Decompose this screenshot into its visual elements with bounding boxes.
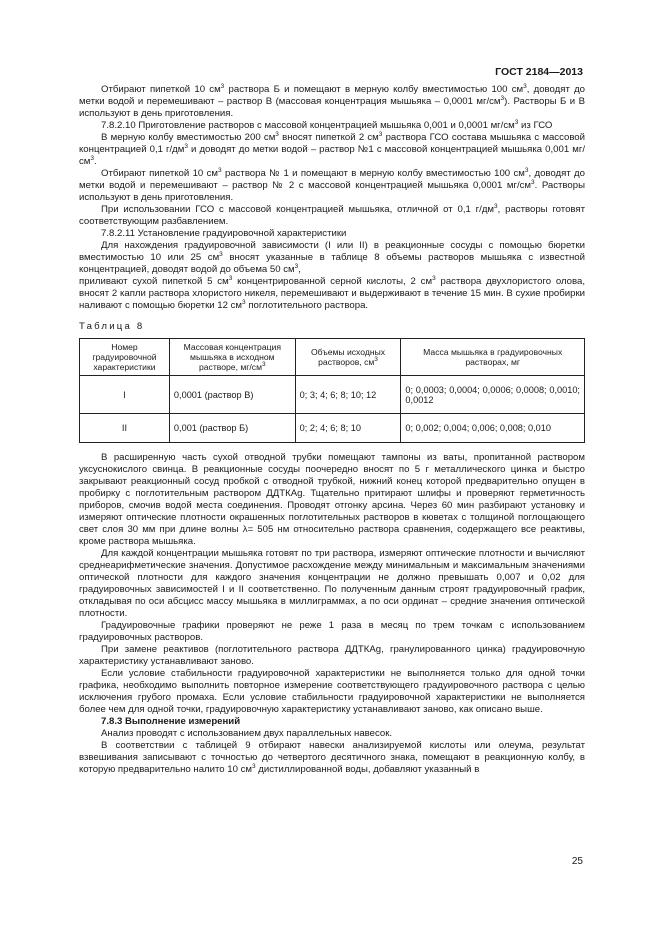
paragraph: Градуировочные графики проверяют не реже 1 раза в месяц по трем точкам с использованием градуировочных растворов. — [79, 620, 585, 643]
table-row — [80, 376, 585, 414]
table-row — [80, 414, 585, 443]
section-heading: 7.8.2.10 Приготовление растворов с массовой концентрацией мышьяка 0,001 и 0,0001 $мг/см^3$ из ГСО — [101, 118, 553, 131]
table-8 — [79, 338, 585, 443]
paragraph: Отбирают пипеткой 10 $см^3$ раствора Б и помещают в мерную колбу вместимостью 100 $см^3$, доводят до метки водой и перемешивают – раствор В (массовая концентрация мышьяка – 0,0001 $мг/см^3$). Растворы Б и В используют в день приготовления. — [79, 82, 586, 119]
page-content — [79, 84, 585, 776]
paragraph: Для нахождения градуировочной зависимости (I или II) в реакционные сосуды с помощью бюретки вместимостью 10 или 25 $см^3$ вносят указанные в таблице 8 объемы растворов мышьяка с известной концентрацией, доводят водой до объема 50 $см^3$, — [79, 240, 585, 275]
table-header-cell: Массовая концентрация мышьяка в исходном растворе, $мг/см^3$ — [169, 339, 295, 376]
paragraph: При замене реактивов (поглотительного раствора ДДТКAg, гранулированного цинка) градуировочную характеристику устанавливают заново. — [79, 644, 585, 667]
standard-header: ГОСТ 2184—2013 — [495, 66, 583, 78]
table-header-cell: Масса мышьяка в градуировочных растворах, мг — [401, 339, 585, 376]
paragraph: Отбирают пипеткой 10 $см^3$ раствора № 1 и помещают в мерную колбу вместимостью 100 $см^3$, доводят до метки водой и перемешивают – раствор № 2 с массовой концентрацией мышьяка 0,0001 $мг/см^3$. Растворы используют в день приготовления. — [79, 166, 585, 203]
paragraph: В расширенную часть сухой отводной трубки помещают тампоны из ваты, пропитанной раствором уксуснокислого свинца. В реакционные сосуды поочередно вносят по 5 г металлического цинка и быстро закрывают реакционный сосуд пробкой с отводной трубкой, нижний конец которой предварительно опущен в пробирку с поглотительным раствором ДДТКAg. Тщательно притирают шлифы и проверяют герметичность приборов, смочив водой места соединения. Проводят отгонку арсина. Через 60 мин разбирают установку и измеряют оптические плотности окрашенных поглотительных растворов в кюветах с толщиной поглощающего свет слоя 30 мм при длине волны λ= 505 нм относительно раствора сравнения, содержащего все реактивы, кроме раствора мышьяка. — [79, 452, 585, 547]
paragraph: Анализ проводят с использованием двух параллельных навесок. — [101, 728, 393, 739]
page-number: 25 — [571, 856, 583, 867]
table-cell: II — [80, 414, 170, 443]
table-cell: 0,0001 (раствор В) — [169, 376, 295, 414]
paragraph: В мерную колбу вместимостью 200 $см^3$ вносят пипеткой 2 $см^3$ раствора ГСО состава мышьяка с массовой концентрацией 0,1 $г/дм^3$ и доводят до метки водой – раствор №1 с массовой концентрацией мышьяка 0,001 $мг/см^3$. — [79, 130, 585, 167]
table-header-cell: Объемы исходных растворов, $см^3$ — [295, 339, 401, 376]
table-cell: 0; 0,0003; 0,0004; 0,0006; 0,0008; 0,0010; 0,0012 — [401, 376, 585, 414]
table-cell: 0; 0,002; 0,004; 0,006; 0,008; 0,010 — [401, 414, 585, 443]
table-header-row — [80, 339, 585, 376]
paragraph: При использовании ГСО с массовой концентрацией мышьяка, отличной от 0,1 $г/дм^3$, растворы готовят соответствующим разбавлением. — [79, 202, 586, 227]
table-cell: 0; 2; 4; 6; 8; 10 — [295, 414, 401, 443]
section-heading: 7.8.2.11 Установление градуировочной характеристики — [101, 228, 347, 239]
table-cell: 0,001 (раствор Б) — [169, 414, 295, 443]
section-heading: 7.8.3 Выполнение измерений — [101, 716, 241, 727]
table-cell: I — [80, 376, 170, 414]
table-cell: 0; 3; 4; 6; 8; 10; 12 — [295, 376, 401, 414]
paragraph: В соответствии с таблицей 9 отбирают навески анализируемой кислоты или олеума, результат взвешивания записывают с точностью до четвертого десятичного знака, помещают в реакционную колбу, в которую предварительно налито 10 $см^3$ дистиллированной воды, добавляют указанный в — [79, 740, 585, 775]
table-header-cell: Номер градуировочной характеристики — [80, 339, 170, 376]
paragraph: приливают сухой пипеткой 5 $см^3$ концентрированной серной кислоты, 2 $см^3$ раствора двухлористого олова, вносят 2 капли раствора хлористого никеля, перемешивают и выдерживают в течение 15 мин. В сухие пробирки наливают с помощью бюретки 12 $см^3$ поглотительного раствора. — [79, 274, 586, 311]
paragraph: Для каждой концентрации мышьяка готовят по три раствора, измеряют оптические плотности и вычисляют среднеарифметические значения. Допустимое расхождение между минимальным и максимальным значениями оптической плотности для каждого значения концентрации не должно превышать 0,007 и 0,02 для градуировочных зависимостей I и II соответственно. По полученным данным строят градуировочный график, откладывая по оси абсцисс массу мышьяка в миллиграммах, а по оси ординат – средние значения оптической плотности. — [79, 548, 585, 619]
paragraph: Если условие стабильности градуировочной характеристики не выполняется только для одной точки графика, необходимо выполнить повторное измерение соответствующего градуировочного раствора с целью исключения грубого промаха. Если условие стабильности градуировочной характеристики не выполняется более чем для одной точки, градуировочную характеристику устанавливают заново, как описано выше. — [79, 668, 585, 715]
table-caption: Таблица 8 — [79, 321, 145, 332]
